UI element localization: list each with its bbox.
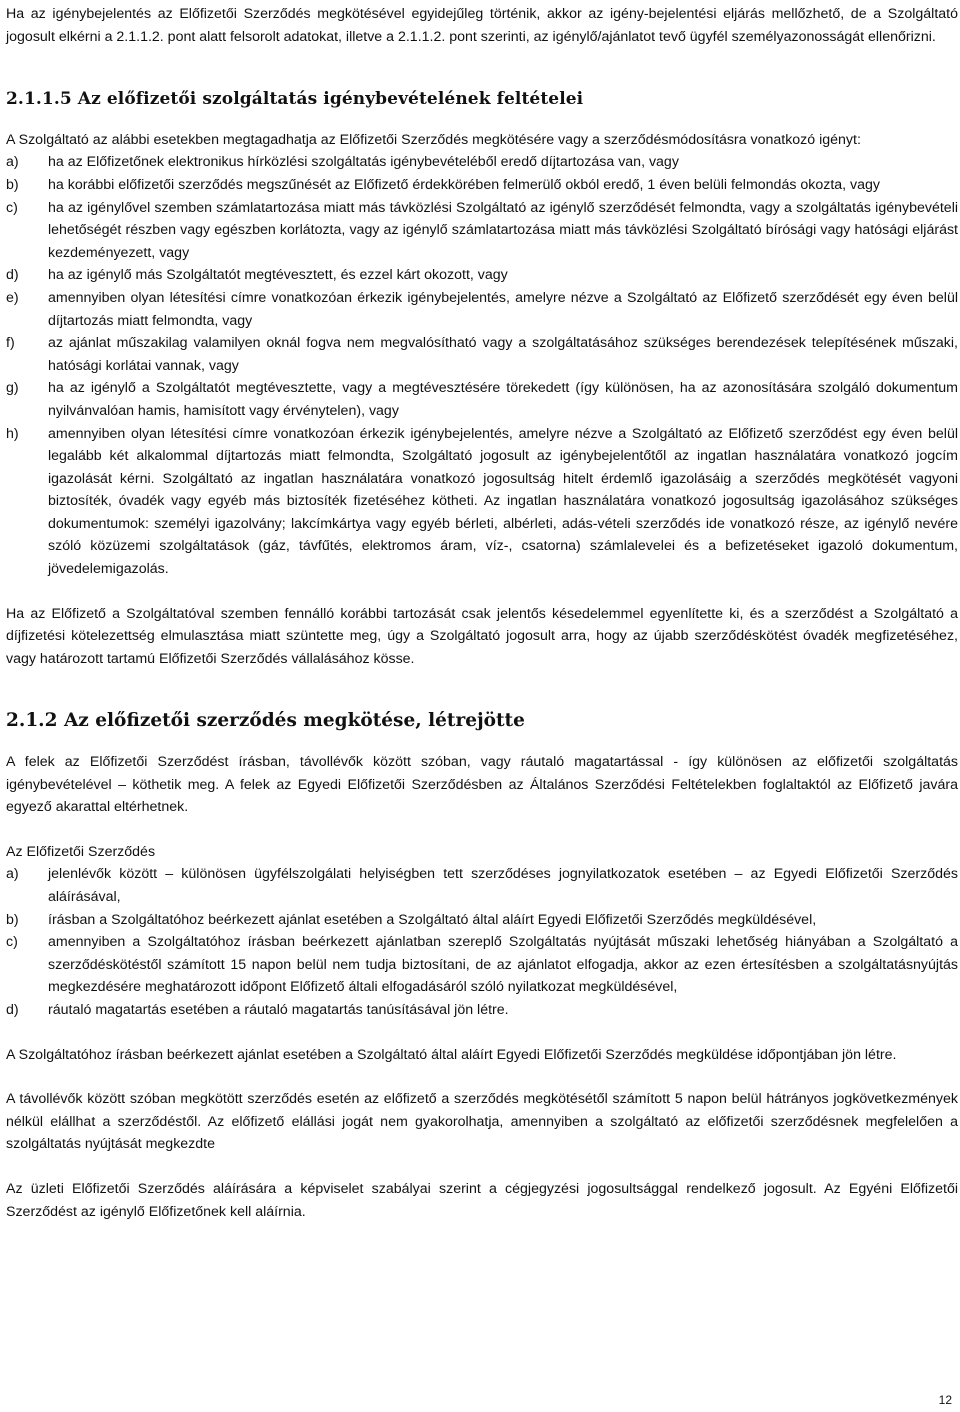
list-item bbox=[6, 151, 958, 174]
contract-list-lead: Az Előfizetői Szerződés bbox=[6, 843, 156, 860]
list-marker: b) bbox=[6, 176, 19, 193]
contract-forms-paragraph: A felek az Előfizetői Szerződést írásban, távollévők között szóban, vagy ráutaló magatartással - így különösen az előfizetői szolgáltatás igénybevételével – köthetik meg. A felek az Egyedi Előfizetői Szerződésben az Általános Szerződési Feltételekben foglaltaktól az Előfizető javára egyező akarattal eltérhetnek. bbox=[6, 754, 958, 816]
list-marker: a) bbox=[6, 866, 19, 883]
page-number: 12 bbox=[938, 1393, 952, 1407]
refusal-conditions-list bbox=[6, 151, 958, 580]
list-item bbox=[6, 909, 958, 932]
list-item bbox=[6, 863, 958, 908]
list-item bbox=[6, 264, 958, 287]
list-marker: a) bbox=[6, 154, 19, 171]
intro-paragraph: Ha az igénybejelentés az Előfizetői Szerződés megkötésével egyidejűleg történik, akkor az igény-bejelentési eljárás mellőzhető, de a Szolgáltató jogosult elkérni a 2.1.1.2. pont alatt felsorolt adatokat, illetve a 2.1.1.2. pont szerinti, az igénylő/ajánlatot tevő ügyfél személyazonosságát ellenőrizni. bbox=[6, 6, 958, 45]
list-item bbox=[6, 287, 958, 332]
list-item-text: írásban a Szolgáltatóhoz beérkezett ajánlat esetében a Szolgáltató által aláírt Egyedi Előfizetői Szerződés megküldésével, bbox=[48, 911, 817, 928]
list-item bbox=[6, 377, 958, 422]
list-item bbox=[6, 423, 958, 581]
list-item-text: ha az igénylő más Szolgáltatót megtévesztett, és ezzel kárt okozott, vagy bbox=[48, 267, 508, 284]
withdrawal-right-paragraph: A távollévők között szóban megkötött szerződés esetén az előfizető a szerződés megkötésétől számított 5 napon belül hátrányos jogkövetkezmények nélkül elállhat a szerződéstől. Az előfizető elállási jogát nem gyakorolhatja, amennyiben a szolgáltató az előfizetői szerződésnek megfelelően a szolgáltatás nyújtását megkezdte bbox=[6, 1091, 958, 1153]
list-marker: g) bbox=[6, 380, 19, 397]
list-marker: f) bbox=[6, 335, 15, 352]
list-item-text: jelenlévők között – különösen ügyfélszolgálati helyiségben tett szerződéses jognyilatkozatok esetében – az Egyedi Előfizetői Szerződés aláírásával, bbox=[48, 866, 958, 905]
list-item-text: ha az Előfizetőnek elektronikus hírközlési szolgáltatás igénybevételéből eredő díjtartozása van, vagy bbox=[48, 154, 679, 171]
list-item-text: az ajánlat műszakilag valamilyen oknál fogva nem megvalósítható vagy a szolgáltatásához szükséges berendezések telepítésének műszaki, hatósági korlátai vannak, vagy bbox=[48, 335, 958, 374]
list-marker: c) bbox=[6, 934, 18, 951]
list-item-text: ha az igénylővel szemben számlatartozása miatt más távközlési Szolgáltató az igénylő szerződését felmondta, vagy a szolgáltatás igénybevételi lehetőségét részben vagy egészben korlátozta, vagy az igénylő számlatartozása miatt más távközlési Szolgáltató bírósági vagy hatósági eljárást kezdeményezett, vagy bbox=[48, 199, 958, 261]
section-heading-2-1-1-5: 2.1.1.5 Az előfizetői szolgáltatás igénybevételének feltételei bbox=[6, 89, 584, 110]
list-item-text: ha korábbi előfizetői szerződés megszűnését az Előfizető érdekkörében felmerülő okból eredő, 1 éven belüli felmondás okozta, vagy bbox=[48, 176, 881, 193]
list-item bbox=[6, 931, 958, 999]
list-marker: c) bbox=[6, 199, 18, 216]
list-item-text: ráutaló magatartás esetében a ráutaló magatartás tanúsításával jön létre. bbox=[48, 1001, 509, 1018]
document-page bbox=[6, 0, 958, 1223]
signature-paragraph: Az üzleti Előfizetői Szerződés aláírására a képviselet szabályai szerint a cégjegyzési jogosultsággal rendelkező jogosult. Az Egyéni Előfizetői Szerződést az igénylő Előfizetőnek kell aláírnia. bbox=[6, 1180, 958, 1220]
prior-debt-paragraph: Ha az Előfizető a Szolgáltatóval szemben fennálló korábbi tartozását csak jelentős késedelemmel egyenlítette ki, és a szerződést a Szolgáltató a díjfizetési kötelezettség elmulasztása miatt szüntette meg, úgy a Szolgáltató jogosult arra, hogy az újabb szerződéskötést óvadék megfizetéséhez, vagy határozott tartamú Előfizetői Szerződés vállalásához kösse. bbox=[6, 605, 958, 667]
section-heading-2-1-2: 2.1.2 Az előfizetői szerződés megkötése, létrejötte bbox=[6, 710, 525, 732]
refusal-lead-paragraph: A Szolgáltató az alábbi esetekben megtagadhatja az Előfizetői Szerződés megkötésére vagy a szerződésmódosításra vonatkozó igényt: bbox=[6, 131, 861, 148]
written-offer-paragraph: A Szolgáltatóhoz írásban beérkezett ajánlat esetében a Szolgáltató által aláírt Egyedi Előfizetői Szerződés megküldése időpontjában jön létre. bbox=[6, 1046, 897, 1063]
list-marker: e) bbox=[6, 289, 19, 306]
list-marker: b) bbox=[6, 911, 19, 928]
list-item-text: ha az igénylő a Szolgáltatót megtévesztette, vagy a megtévesztésére törekedett (így különösen, ha az azonosítására szolgáló dokumentum nyilvánvalóan hamis, hamisított vagy érvénytelen), vagy bbox=[48, 380, 958, 419]
list-item bbox=[6, 197, 958, 265]
list-item-text: amennyiben olyan létesítési címre vonatkozóan érkezik igénybejelentés, amelyre nézve a Szolgáltató az Előfizető szerződését egy éven belül díjtartozás miatt felmondta, vagy bbox=[48, 289, 958, 329]
list-item bbox=[6, 332, 958, 377]
list-item bbox=[6, 174, 958, 197]
list-marker: h) bbox=[6, 425, 19, 442]
list-item-text: amennyiben a Szolgáltatóhoz írásban beérkezett ajánlatban szereplő Szolgáltatás nyújtását műszaki lehetőség hiányában a Szolgáltató a szerződéskötéstől számított 15 napon belül nem tudja biztosítani, de az ajánlatot elfogadja, akkor az ezen értesítésben a szolgáltatásnyújtás megkezdésére meghatározott időpont Előfizető általi elfogadásáról szóló nyilatkozat megküldésével, bbox=[48, 934, 958, 996]
list-marker: d) bbox=[6, 267, 19, 284]
contract-formation-list bbox=[6, 863, 958, 1021]
list-item-text: amennyiben olyan létesítési címre vonatkozóan érkezik igénybejelentés, amelyre nézve a Szolgáltató az Előfizető szerződést egy éven belül legalább két alkalommal díjtartozás miatt felmondta, Szolgáltató jogosult az igénybejelentőtől az ingatlan használatára vonatkozó jogcím igazolását kérni. Szolgáltató az ingatlan használatára vonatkozó jogosultság hitelt érdemlő igazolásáig a szerződés megkötését vagyoni biztosíték, óvadék vagy egyéb más biztosíték fizetéséhez kötheti. Az ingatlan használatára vonatkozó jogosultság igazolásához szükséges dokumentumok: személyi igazolvány; lakcímkártya vagy egyéb bérleti, albérleti, adás-vételi szerződés ide vonatkozó része, az igénylő nevére szóló közüzemi szolgáltatások (gáz, távfűtés, elektromos áram, víz-, csatorna) számlalevelei és a befizetéseket igazoló dokumentum, jövedelemigazolás. bbox=[48, 425, 958, 578]
list-marker: d) bbox=[6, 1001, 19, 1018]
list-item bbox=[6, 999, 958, 1022]
